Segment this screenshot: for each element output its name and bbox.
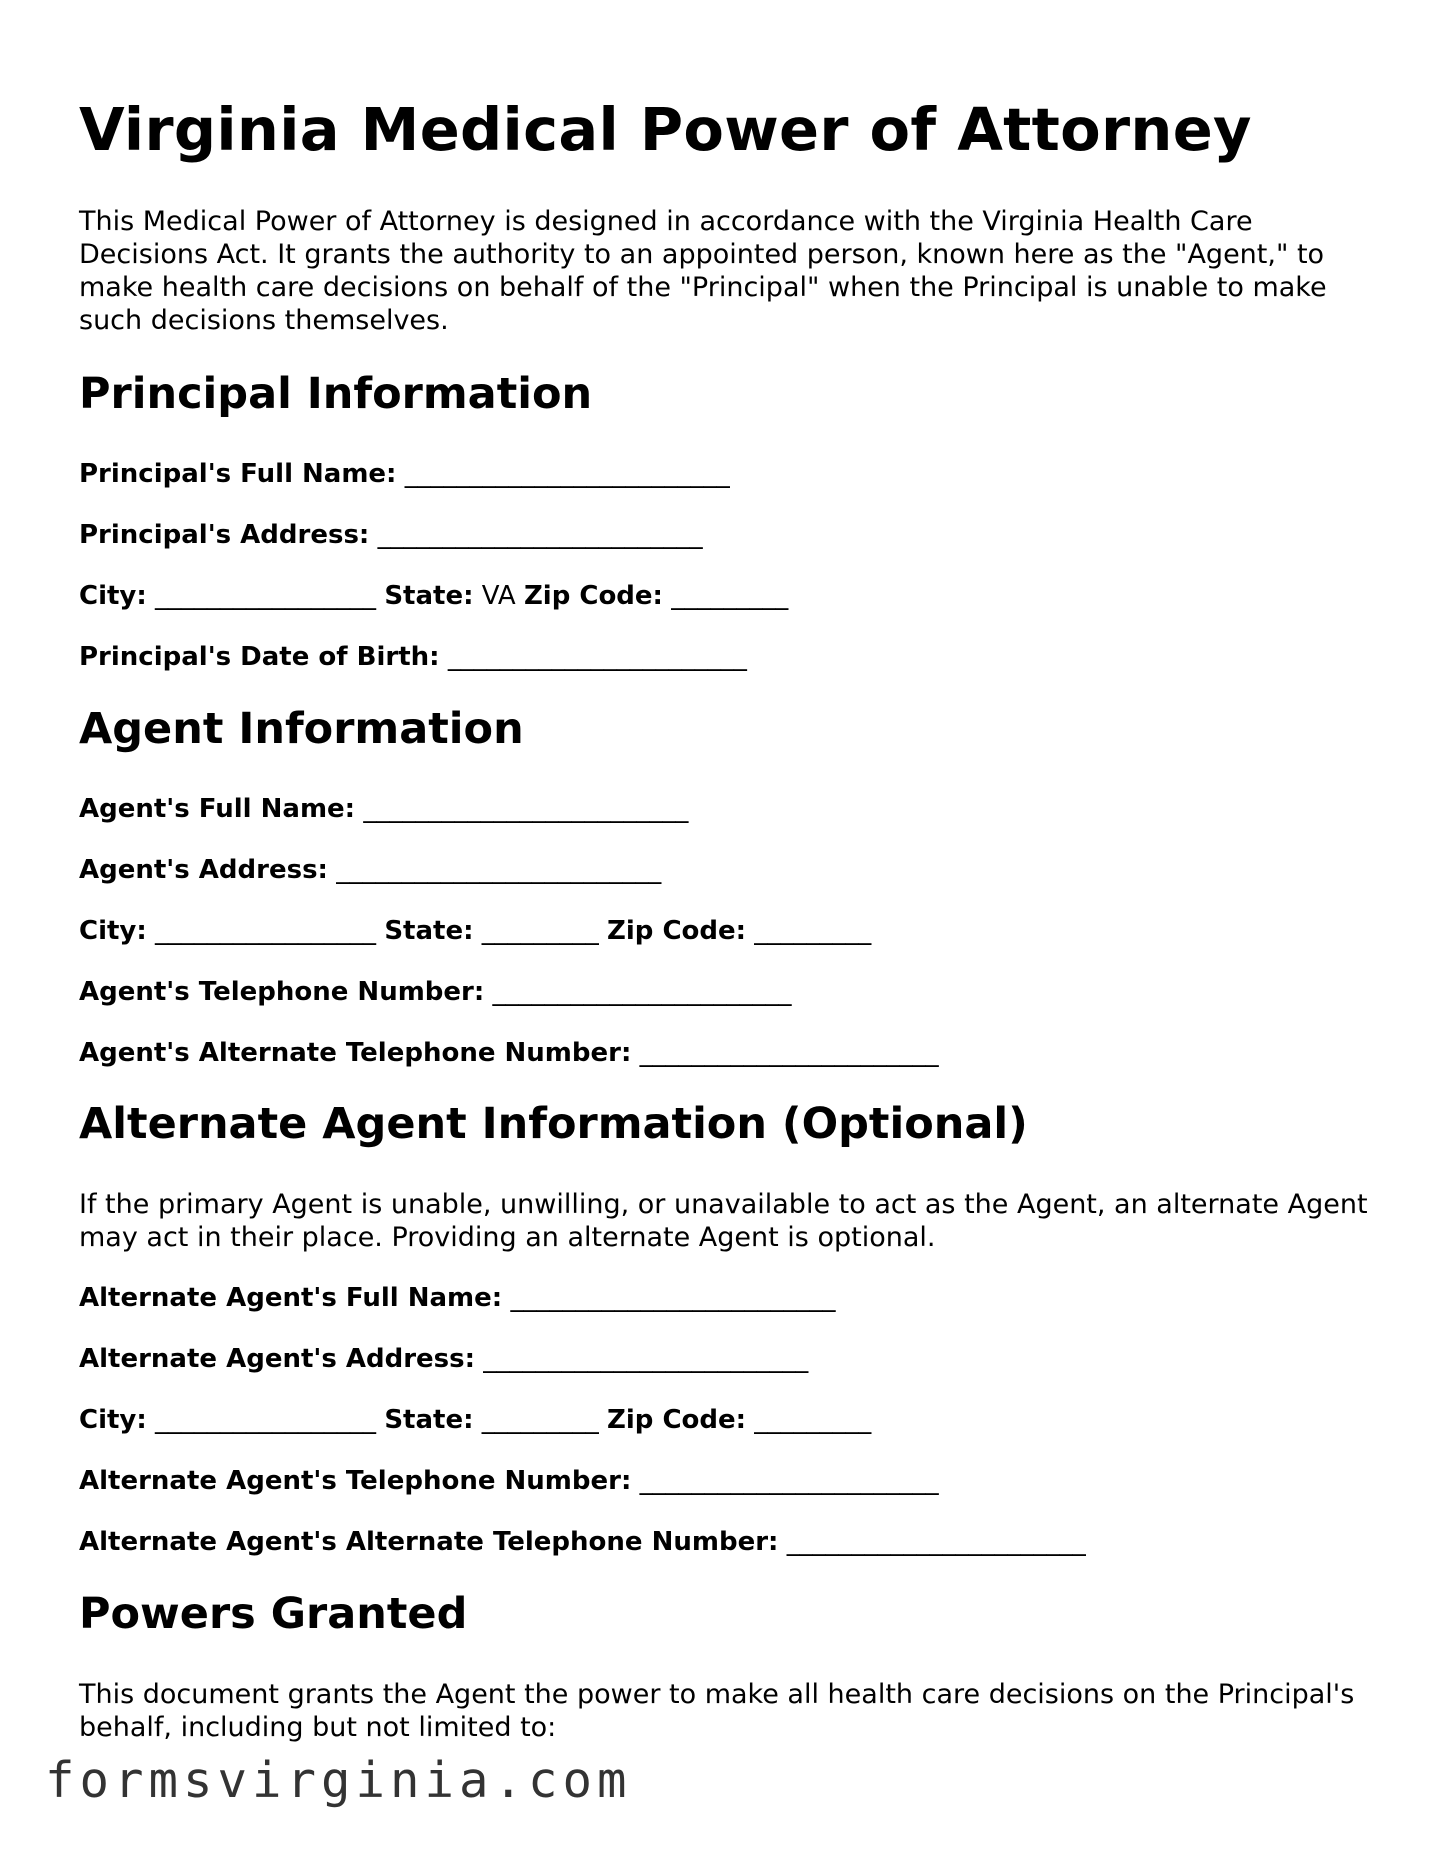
alt-agent-alt-phone-row	[79, 1526, 1086, 1559]
principal-heading: Principal Information	[79, 369, 593, 419]
alt-agent-alt-phone-field[interactable]: _______________________	[786, 1527, 1086, 1557]
agent-phone-label: Agent's Telephone Number:	[79, 977, 485, 1007]
agent-address-row	[79, 854, 661, 887]
principal-dob-row	[79, 641, 747, 674]
agent-heading: Agent Information	[79, 704, 524, 754]
agent-phone-field[interactable]: _______________________	[492, 977, 792, 1007]
principal-state-label: State:	[384, 581, 474, 611]
alt-agent-full-name-field[interactable]: _________________________	[510, 1283, 836, 1313]
alt-agent-address-field[interactable]: _________________________	[483, 1344, 809, 1374]
alternate-agent-heading: Alternate Agent Information (Optional)	[79, 1099, 1028, 1149]
alt-agent-state-field[interactable]: _________	[481, 1405, 599, 1435]
agent-city-label: City:	[79, 916, 147, 946]
alt-agent-address-row	[79, 1343, 808, 1376]
agent-state-label: State:	[384, 916, 474, 946]
alt-agent-phone-row	[79, 1465, 939, 1498]
agent-city-field[interactable]: _________________	[155, 916, 377, 946]
alt-agent-address-label: Alternate Agent's Address:	[79, 1344, 476, 1374]
agent-zip-label: Zip Code:	[607, 916, 747, 946]
document-title: Virginia Medical Power of Attorney	[79, 95, 1252, 164]
alt-agent-state-label: State:	[384, 1405, 474, 1435]
agent-address-field[interactable]: _________________________	[336, 855, 662, 885]
alt-agent-city-field[interactable]: _________________	[155, 1405, 377, 1435]
powers-description: This document grants the Agent the power to make all health care decisions on the Principal's behalf, including but not limited to:	[79, 1679, 1355, 1743]
agent-alt-phone-field[interactable]: _______________________	[639, 1038, 939, 1068]
alt-agent-city-state-zip-row	[79, 1404, 871, 1437]
principal-address-row	[79, 519, 703, 552]
agent-address-label: Agent's Address:	[79, 855, 328, 885]
principal-full-name-label: Principal's Full Name:	[79, 459, 397, 489]
agent-alt-phone-row	[79, 1037, 939, 1070]
principal-state-value: VA	[481, 581, 516, 611]
agent-full-name-field[interactable]: _________________________	[363, 794, 689, 824]
agent-phone-row	[79, 976, 792, 1009]
alt-agent-phone-label: Alternate Agent's Telephone Number:	[79, 1466, 632, 1496]
principal-zip-label: Zip Code:	[523, 581, 663, 611]
principal-city-field[interactable]: _________________	[155, 581, 377, 611]
principal-full-name-row	[79, 458, 730, 491]
principal-dob-label: Principal's Date of Birth:	[79, 642, 440, 672]
agent-full-name-row	[79, 793, 688, 826]
principal-address-label: Principal's Address:	[79, 520, 370, 550]
intro-paragraph: This Medical Power of Attorney is designed in accordance with the Virginia Health Care Decisions Act. It grants the authority to an appointed person, known here as the "Agent," to make health care decisions on behalf of the "Principal" when the Principal is unable to make such decisions themselves.	[79, 206, 1327, 336]
alt-agent-city-label: City:	[79, 1405, 147, 1435]
principal-address-field[interactable]: _________________________	[377, 520, 703, 550]
agent-city-state-zip-row	[79, 915, 871, 948]
agent-full-name-label: Agent's Full Name:	[79, 794, 356, 824]
powers-heading: Powers Granted	[79, 1589, 468, 1639]
principal-zip-field[interactable]: _________	[671, 581, 789, 611]
alt-agent-alt-phone-label: Alternate Agent's Alternate Telephone Number:	[79, 1527, 779, 1557]
watermark: formsvirginia.com	[45, 1752, 632, 1809]
alt-agent-phone-field[interactable]: _______________________	[639, 1466, 939, 1496]
agent-alt-phone-label: Agent's Alternate Telephone Number:	[79, 1038, 632, 1068]
alt-agent-zip-field[interactable]: _________	[754, 1405, 872, 1435]
alt-agent-full-name-label: Alternate Agent's Full Name:	[79, 1283, 503, 1313]
agent-zip-field[interactable]: _________	[754, 916, 872, 946]
agent-state-field[interactable]: _________	[481, 916, 599, 946]
principal-full-name-field[interactable]: _________________________	[404, 459, 730, 489]
principal-dob-field[interactable]: _______________________	[447, 642, 747, 672]
principal-city-label: City:	[79, 581, 147, 611]
principal-city-state-zip-row	[79, 580, 788, 613]
alt-agent-full-name-row	[79, 1282, 835, 1315]
alt-agent-zip-label: Zip Code:	[607, 1405, 747, 1435]
alternate-agent-description: If the primary Agent is unable, unwilling, or unavailable to act as the Agent, an alternate Agent may act in their place. Providing an alternate Agent is optional.	[79, 1189, 1368, 1253]
